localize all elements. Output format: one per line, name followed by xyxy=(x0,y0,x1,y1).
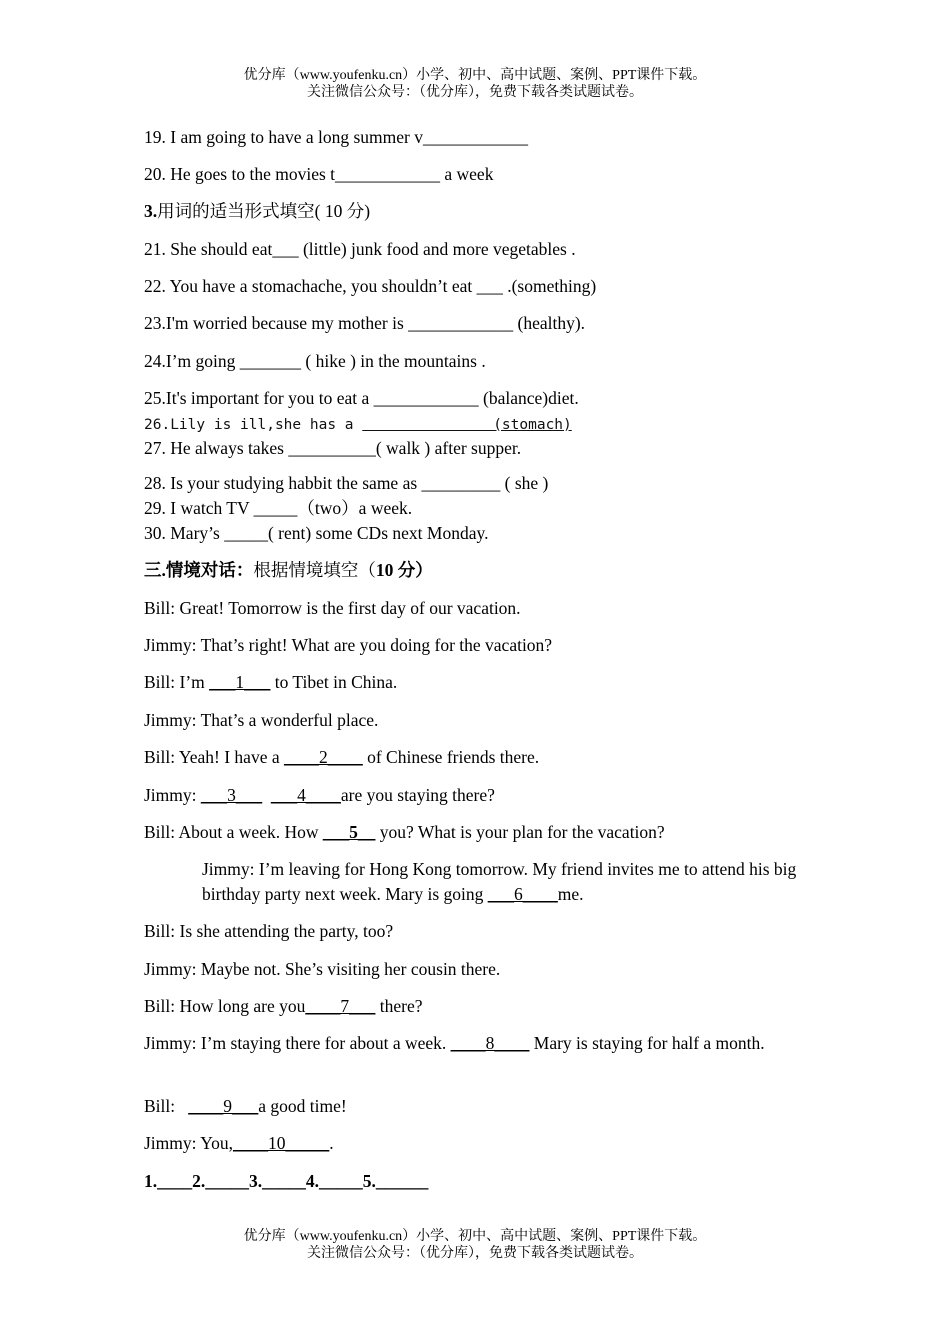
blank-9: ____9___ xyxy=(188,1096,259,1116)
dialogue-line-9: Bill: Is she attending the party, too? xyxy=(144,921,394,941)
page-header xyxy=(0,67,950,101)
dialogue-3-rest: to Tibet in China. xyxy=(270,672,398,692)
dialogue-8-rest: me. xyxy=(557,884,584,904)
dialogue-6-text: Jimmy: xyxy=(144,785,201,805)
dialogue-line-5 xyxy=(144,746,539,768)
question-20: 20. He goes to the movies t____________ a week xyxy=(144,164,494,184)
dialogue-line-11 xyxy=(144,995,423,1017)
question-21: 21. She should eat___ (little) junk food and more vegetables . xyxy=(144,239,576,259)
question-30: 30. Mary’s _____( rent) some CDs next Monday. xyxy=(144,523,489,543)
question-28: 28. Is your studying habbit the same as _________ ( she ) xyxy=(144,473,549,493)
dialogue-line-10: Jimmy: Maybe not. She’s visiting her cousin there. xyxy=(144,959,501,979)
part-3-title-bold: 三.情境对话： xyxy=(144,560,254,580)
dialogue-line-1: Bill: Great! Tomorrow is the first day of our vacation. xyxy=(144,598,521,618)
question-29: 29. I watch TV _____（two）a week. xyxy=(144,498,413,518)
dialogue-line-6 xyxy=(144,784,495,806)
question-26-text: 26.Lily is ill,she has a xyxy=(144,417,363,433)
question-25: 25.It's important for you to eat a ____________ (balance)diet. xyxy=(144,388,579,408)
footer-line-1: 优分库（www.youfenku.cn）小学、初中、高中试题、案例、PPT课件下载。 xyxy=(243,1229,707,1244)
dialogue-5-text: Bill: Yeah! I have a xyxy=(144,747,284,767)
blank-10: ____10_____ xyxy=(233,1133,330,1153)
header-line-2: 关注微信公众号：（优分库），免费下载各类试题试卷。 xyxy=(307,85,643,100)
footer-line-2: 关注微信公众号：（优分库），免费下载各类试题试卷。 xyxy=(307,1246,643,1261)
dialogue-3-text: Bill: I’m xyxy=(144,672,210,692)
question-26 xyxy=(144,414,572,436)
answer-blanks: 1.____2._____3._____4._____5.______ xyxy=(144,1171,429,1191)
dialogue-6-gap xyxy=(262,785,271,805)
blank-4: ___4____ xyxy=(270,785,341,805)
dialogue-line-13 xyxy=(144,1095,347,1117)
part-3-score: 10 分） xyxy=(375,560,433,580)
dialogue-line-4: Jimmy: That’s a wonderful place. xyxy=(144,710,379,730)
part-3-title-rest: 根据情境填空（ xyxy=(253,560,376,580)
blank-7: ____7___ xyxy=(305,996,376,1016)
dialogue-12-text: Jimmy: I’m staying there for about a week. xyxy=(144,1033,451,1053)
section-3-number: 3. xyxy=(144,201,158,221)
dialogue-11-text: Bill: How long are you xyxy=(144,996,306,1016)
header-line-1: 优分库（www.youfenku.cn）小学、初中、高中试题、案例、PPT课件下载。 xyxy=(243,68,707,83)
dialogue-7-rest: you? What is your plan for the vacation? xyxy=(375,822,665,842)
dialogue-5-rest: of Chinese friends there. xyxy=(362,747,540,767)
dialogue-line-2: Jimmy: That’s right! What are you doing for the vacation? xyxy=(144,635,553,655)
dialogue-14-rest: . xyxy=(329,1133,334,1153)
dialogue-7-text: Bill: About a week. How xyxy=(144,822,323,842)
dialogue-line-8 xyxy=(202,857,822,907)
section-3-heading xyxy=(144,200,370,222)
dialogue-13-rest: a good time! xyxy=(258,1096,347,1116)
blank-5: ___5__ xyxy=(322,822,376,842)
section-3-title: 用词的适当形式填空( 10 分) xyxy=(157,201,371,221)
page-footer xyxy=(0,1228,950,1262)
dialogue-line-3 xyxy=(144,671,397,693)
question-27: 27. He always takes __________( walk ) after supper. xyxy=(144,438,522,458)
question-22: 22. You have a stomachache, you shouldn’t eat ___ .(something) xyxy=(144,276,597,296)
dialogue-13-text: Bill: xyxy=(144,1096,189,1116)
blank-3: ___3___ xyxy=(200,785,263,805)
blank-2: ____2____ xyxy=(283,747,363,767)
blank-6: ___6____ xyxy=(487,884,558,904)
question-19: 19. I am going to have a long summer v____________ xyxy=(144,127,528,147)
dialogue-line-14 xyxy=(144,1132,334,1154)
dialogue-12-rest: Mary is staying for half a month. xyxy=(529,1033,765,1053)
blank-8: ____8____ xyxy=(450,1033,530,1053)
blank-1: ___1___ xyxy=(209,672,271,692)
part-3-heading xyxy=(144,559,433,581)
question-26-blank: (stomach) xyxy=(362,417,572,433)
question-23: 23.I'm worried because my mother is ____________ (healthy). xyxy=(144,313,586,333)
dialogue-line-12 xyxy=(144,1031,784,1056)
dialogue-14-text: Jimmy: You, xyxy=(144,1133,233,1153)
dialogue-6-rest: are you staying there? xyxy=(340,785,495,805)
dialogue-11-rest: there? xyxy=(375,996,423,1016)
dialogue-line-7 xyxy=(144,821,665,843)
dialogue-8-text: Jimmy: I’m leaving for Hong Kong tomorrow. My friend invites me to attend his big birthday party next week. Mary is going xyxy=(202,859,797,904)
question-24: 24.I’m going _______ ( hike ) in the mountains . xyxy=(144,351,486,371)
